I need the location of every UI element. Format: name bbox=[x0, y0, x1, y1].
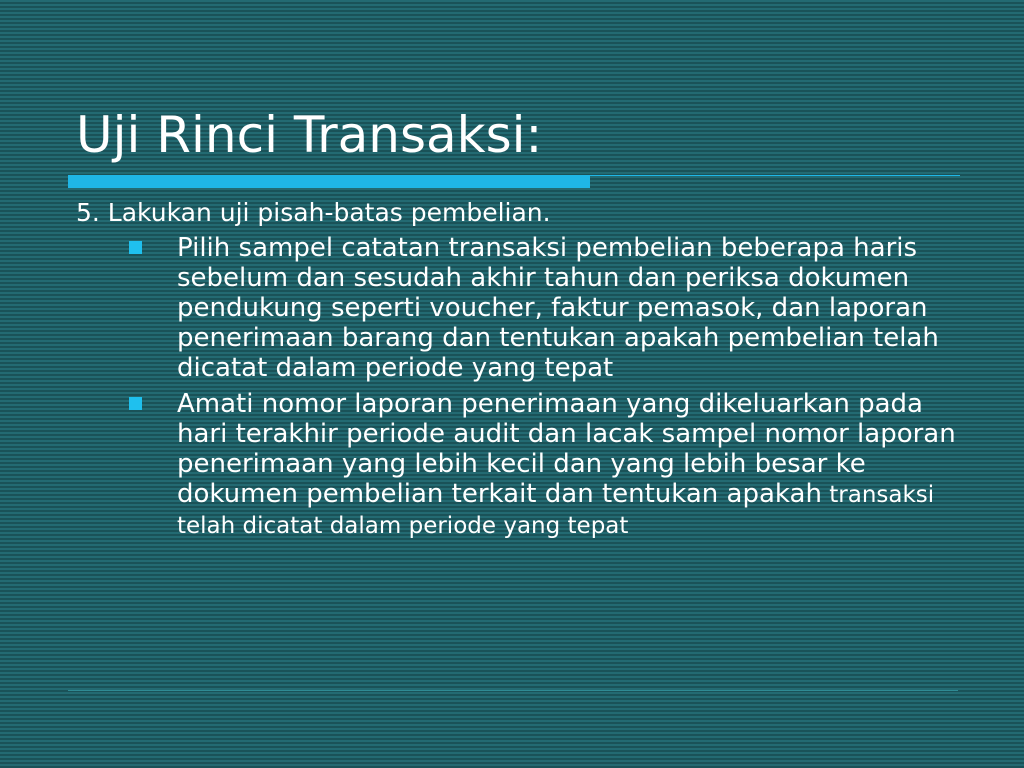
bullet-item bbox=[76, 389, 956, 541]
lead-item: 5. Lakukan uji pisah-batas pembelian. bbox=[76, 198, 551, 227]
title-underline-thick bbox=[68, 175, 590, 188]
slide-title: Uji Rinci Transaksi: bbox=[76, 106, 543, 164]
footer-divider bbox=[68, 690, 958, 691]
square-bullet-icon bbox=[129, 397, 142, 410]
title-underline-thin bbox=[590, 175, 960, 176]
bullet-text: Pilih sampel catatan transaksi pembelian beberapa haris sebelum dan sesudah akhir tahun dan periksa dokumen pendukung seperti voucher, faktur pemasok, dan laporan penerimaan barang dan tentukan apakah pembelian telah dicatat dalam periode yang tepat bbox=[177, 233, 939, 383]
bullet-list bbox=[76, 233, 956, 541]
bullet-text-small: transaksi telah dicatat dalam periode yang tepat bbox=[177, 482, 935, 539]
bullet-item bbox=[76, 233, 956, 383]
bullet-text: Amati nomor laporan penerimaan yang dikeluarkan pada hari terakhir periode audit dan lacak sampel nomor laporan penerimaan yang lebih kecil dan yang lebih besar ke dokumen pembelian terkait dan tentukan apakah bbox=[177, 389, 956, 509]
square-bullet-icon bbox=[129, 241, 142, 254]
slide-body bbox=[76, 197, 956, 547]
